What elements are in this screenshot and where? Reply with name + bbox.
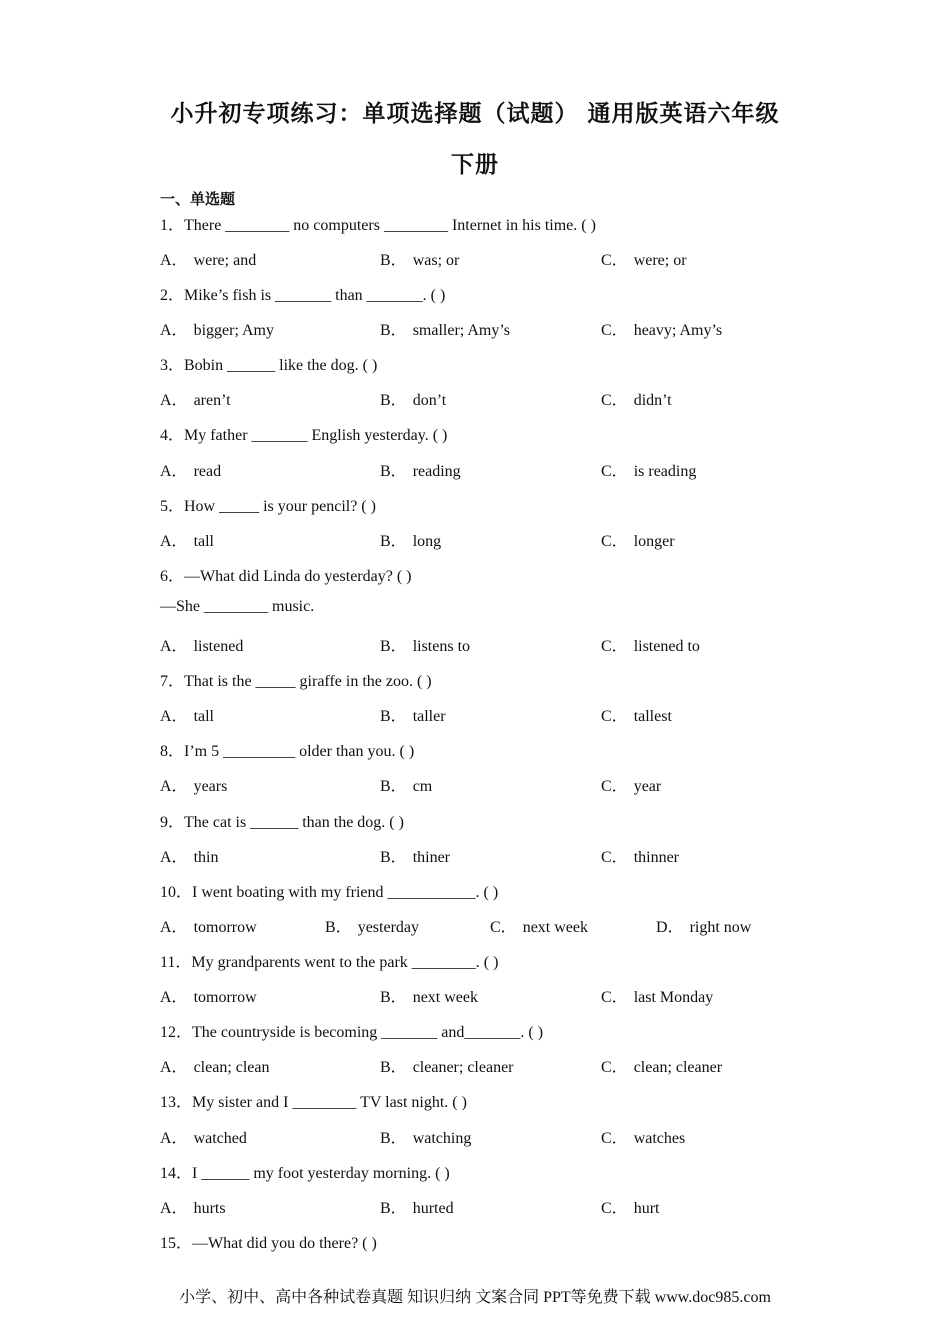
option-9-c: C． thinner <box>601 849 680 866</box>
question-5: 5．How _____ is your pencil? ( ) <box>160 498 376 515</box>
option-14-c: C． hurt <box>601 1200 660 1217</box>
option-4-c: C． is reading <box>601 463 697 480</box>
question-1: 1．There ________ no computers ________ Internet in his time. ( ) <box>160 217 596 234</box>
option-1-b: B． was; or <box>380 252 460 269</box>
question-6: 6．—What did Linda do yesterday? ( ) <box>160 568 412 585</box>
option-9-a: A． thin <box>160 849 219 866</box>
question-3: 3．Bobin ______ like the dog. ( ) <box>160 357 378 374</box>
option-7-c: C． tallest <box>601 708 672 725</box>
option-14-a: A． hurts <box>160 1200 226 1217</box>
option-6-b: B． listens to <box>380 638 471 655</box>
option-8-c: C． year <box>601 778 662 795</box>
option-1-a: A． were; and <box>160 252 257 269</box>
question-4: 4．My father _______ English yesterday. ( ) <box>160 427 448 444</box>
question-13: 13．My sister and I ________ TV last night. ( ) <box>160 1094 467 1111</box>
option-5-a: A． tall <box>160 533 214 550</box>
question-7: 7．That is the _____ giraffe in the zoo. ( ) <box>160 673 432 690</box>
option-5-b: B． long <box>380 533 442 550</box>
section-heading: 一、单选题 <box>160 190 236 208</box>
option-10-c: C． next week <box>490 919 588 936</box>
option-13-b: B． watching <box>380 1130 472 1147</box>
option-1-c: C． were; or <box>601 252 687 269</box>
option-7-a: A． tall <box>160 708 214 725</box>
option-10-a: A． tomorrow <box>160 919 257 936</box>
question-8: 8．I’m 5 _________ older than you. ( ) <box>160 743 415 760</box>
page-title: 小升初专项练习：单项选择题（试题） 通用版英语六年级 <box>170 101 780 127</box>
option-13-c: C． watches <box>601 1130 686 1147</box>
option-11-b: B． next week <box>380 989 478 1006</box>
question-15: 15．—What did you do there? ( ) <box>160 1235 377 1252</box>
option-6-a: A． listened <box>160 638 244 655</box>
option-5-c: C． longer <box>601 533 675 550</box>
option-9-b: B． thiner <box>380 849 451 866</box>
option-6-c: C． listened to <box>601 638 700 655</box>
question-11: 11．My grandparents went to the park ________. ( ) <box>160 954 499 971</box>
question-12: 12．The countryside is becoming _______ and_______. ( ) <box>160 1024 544 1041</box>
question-14: 14．I ______ my foot yesterday morning. ( ) <box>160 1165 450 1182</box>
option-2-a: A． bigger; Amy <box>160 322 274 339</box>
option-8-b: B． cm <box>380 778 433 795</box>
question-6-response: —She ________ music. <box>160 598 315 615</box>
option-11-c: C． last Monday <box>601 989 714 1006</box>
option-10-b: B． yesterday <box>325 919 419 936</box>
option-4-a: A． read <box>160 463 222 480</box>
option-13-a: A． watched <box>160 1130 247 1147</box>
option-11-a: A． tomorrow <box>160 989 257 1006</box>
option-7-b: B． taller <box>380 708 446 725</box>
option-4-b: B． reading <box>380 463 461 480</box>
question-9: 9．The cat is ______ than the dog. ( ) <box>160 814 404 831</box>
question-2: 2．Mike’s fish is _______ than _______. ( ) <box>160 287 446 304</box>
option-12-c: C． clean; cleaner <box>601 1059 723 1076</box>
question-10: 10．I went boating with my friend ___________. ( ) <box>160 884 499 901</box>
option-12-a: A． clean; clean <box>160 1059 270 1076</box>
option-2-b: B． smaller; Amy’s <box>380 322 511 339</box>
page-title-continued: 下册 <box>451 152 499 178</box>
option-10-d: D． right now <box>656 919 752 936</box>
option-14-b: B． hurted <box>380 1200 454 1217</box>
option-12-b: B． cleaner; cleaner <box>380 1059 514 1076</box>
option-2-c: C． heavy; Amy’s <box>601 322 723 339</box>
footer-watermark: 小学、初中、高中各种试卷真题 知识归纳 文案合同 PPT等免费下载 www.doc985.com <box>179 1289 771 1306</box>
option-8-a: A． years <box>160 778 228 795</box>
option-3-a: A． aren’t <box>160 392 231 409</box>
option-3-c: C． didn’t <box>601 392 672 409</box>
option-3-b: B． don’t <box>380 392 447 409</box>
